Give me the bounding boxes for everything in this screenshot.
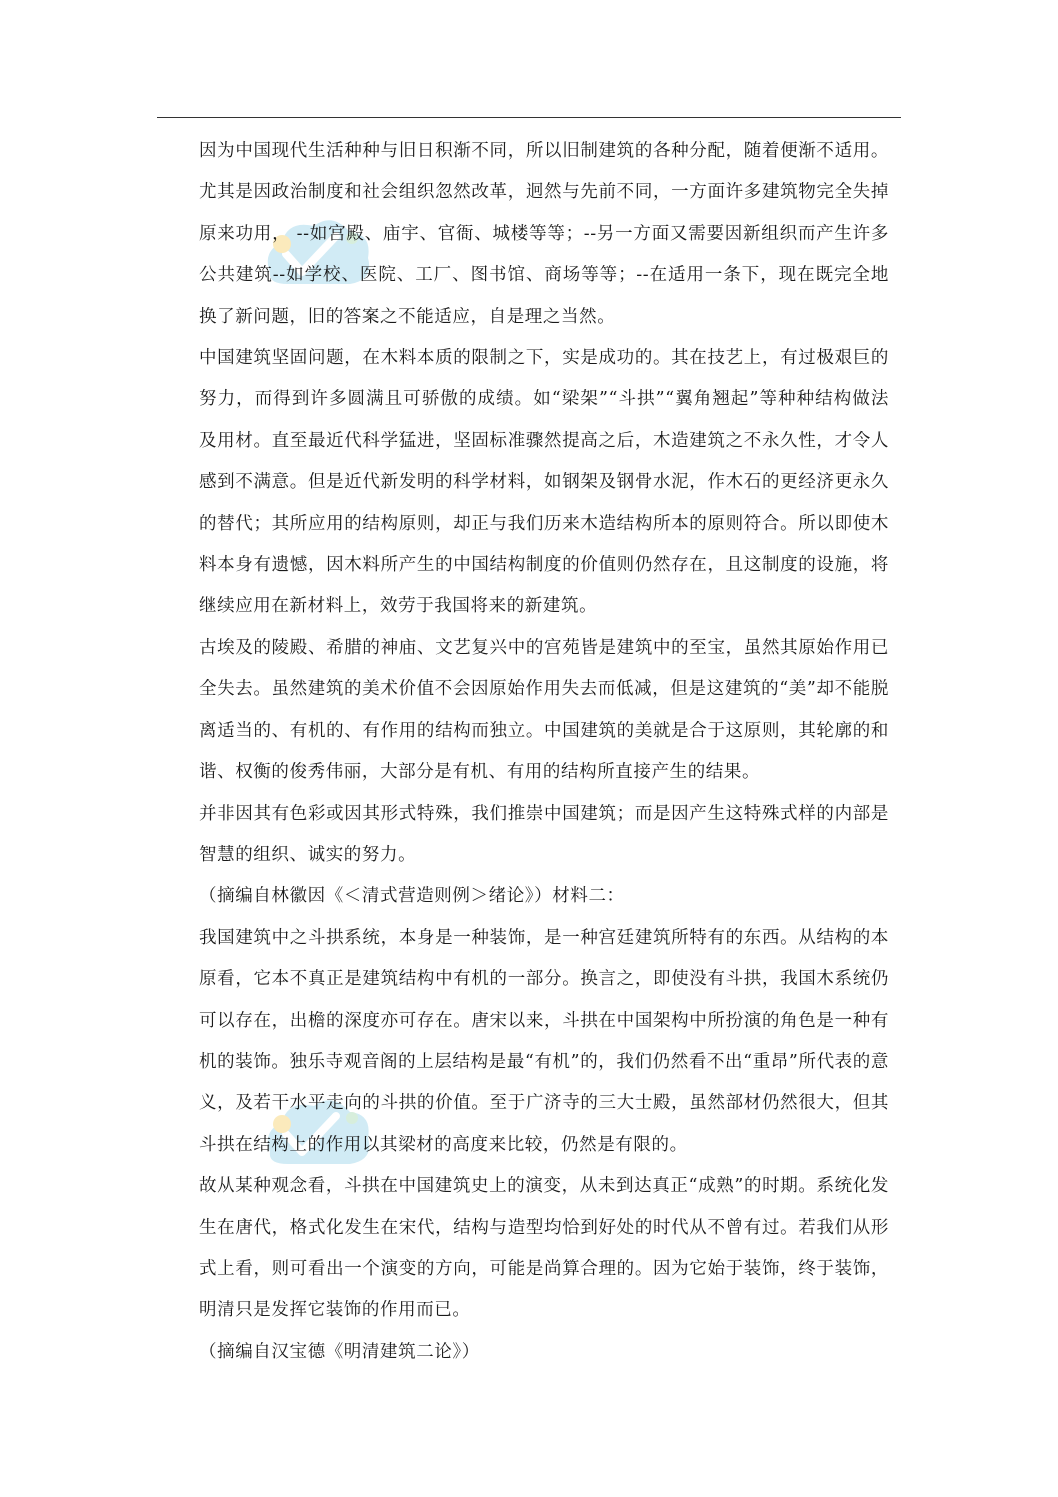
paragraph: 故从某种观念看，斗拱在中国建筑史上的演变，从未到达真正“成熟”的时期。系统化发生在唐代，格式化发生在宋代，结构与造型均恰到好处的时代从不曾有过。若我们从形式上看，则可看出一个演变的方向，可能是尚算合理的。因为它始于装饰，终于装饰，明清只是发挥它装饰的作用而已。	[199, 1176, 889, 1321]
paragraph: 我国建筑中之斗拱系统，本身是一种装饰，是一种宫廷建筑所特有的东西。从结构的本原看，它本不真正是建筑结构中有机的一部分。换言之，即使没有斗拱，我国木系统仍可以存在，出檐的深度亦可存在。唐宋以来，斗拱在中国架构中所扮演的角色是一种有机的装饰。独乐寺观音阁的上层结构是最“有机”的，我们仍然看不出“重昂”所代表的意义，及若干水平走向的斗拱的价值。至于广济寺的三大士殿，虽然部材仍然很大，但其斗拱在结构上的作用以其梁材的高度来比较，仍然是有限的。	[199, 927, 889, 1155]
paragraph: 因为中国现代生活种种与旧日积渐不同，所以旧制建筑的各种分配，随着便渐不适用。尤其是因政治制度和社会组织忽然改革，迥然与先前不同，一方面许多建筑物完全失掉原来功用， --如宫殿、庙宇、官衙、城楼等等；--另一方面又需要因新组织而产生许多公共建筑--如学校、医院、工厂、图书馆、商场等等；--在适用一条下，现在既完全地换了新问题，旧的答案之不能适应，自是理之当然。	[199, 141, 889, 327]
source-citation: （摘编自汉宝德《明清建筑二论》）	[199, 1341, 480, 1362]
paragraph: 并非因其有色彩或因其形式特殊，我们推崇中国建筑；而是因产生这特殊式样的内部是智慧的组织、诚实的努力。	[199, 803, 889, 865]
source-citation: （摘编自林徽因《＜清式营造则例＞绪论》）材料二：	[199, 886, 625, 907]
paragraph: 古埃及的陵殿、希腊的神庙、文艺复兴中的宫苑皆是建筑中的至宝，虽然其原始作用已全失去。虽然建筑的美术价值不会因原始作用失去而低减，但是这建筑的“美”却不能脱离适当的、有机的、有作用的结构而独立。中国建筑的美就是合于这原则，其轮廓的和谐、权衡的俊秀伟丽，大部分是有机、有用的结构所直接产生的结果。	[199, 637, 889, 783]
header-rule	[157, 117, 901, 118]
paragraph: 中国建筑坚固问题，在木料本质的限制之下，实是成功的。其在技艺上，有过极艰巨的努力，而得到许多圆满且可骄傲的成绩。如“梁架”“斗拱”“翼角翘起”等种种结构做法及用材。直至最近代科学猛进，坚固标准骤然提高之后，木造建筑之不永久性，才令人感到不满意。但是近代新发明的科学材料，如钢架及钢骨水泥，作木石的更经济更永久的替代；其所应用的结构原则，却正与我们历来木造结构所本的原则符合。所以即使木料本身有遗憾，因木料所产生的中国结构制度的价值则仍然存在，且这制度的设施，将继续应用在新材料上，效劳于我国将来的新建筑。	[199, 348, 889, 617]
document-body	[199, 131, 889, 1373]
